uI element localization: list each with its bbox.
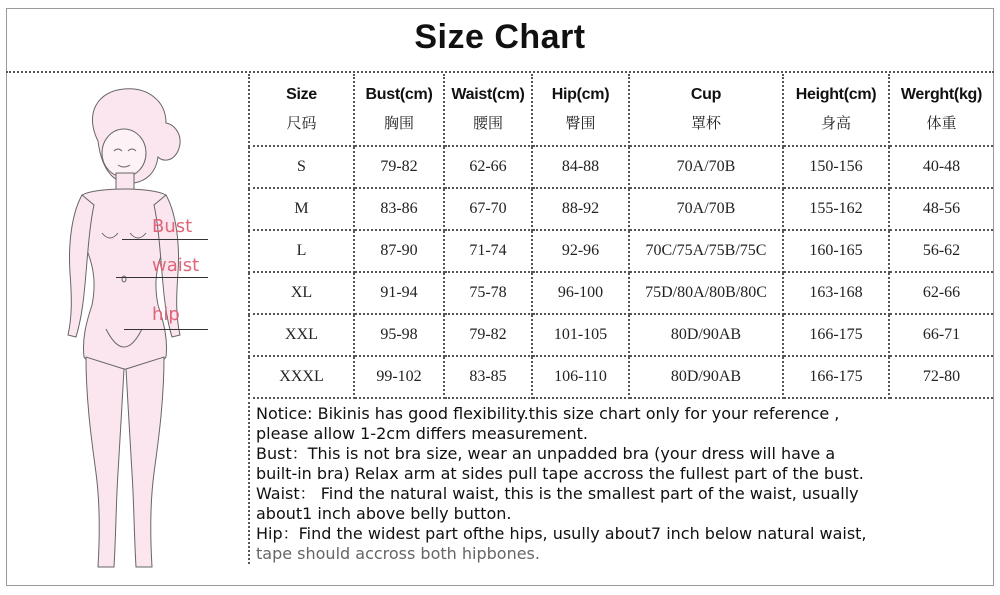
header-cell [444,74,532,146]
header-cell [889,74,993,146]
table-row [249,272,993,314]
header-cup: Cup [690,86,722,103]
table-cell: 79-82 [444,314,532,356]
hip-line [124,329,208,330]
table-cell: 84-88 [532,146,629,188]
table-cell: XXXL [249,356,354,398]
table-cell: 95-98 [354,314,444,356]
table-cell: 150-156 [783,146,889,188]
table-cell: 155-162 [783,188,889,230]
table-row [249,230,993,272]
waist-line [116,277,208,278]
hip-label: hip [152,304,180,325]
table-cell: L [249,230,354,272]
table-cell: 79-82 [354,146,444,188]
table-cell: 75-78 [444,272,532,314]
header-cell [629,74,783,146]
table-cell: 99-102 [354,356,444,398]
table-cell: 80D/90AB [629,314,783,356]
table-cell: 62-66 [444,146,532,188]
table-cell: 80D/90AB [629,356,783,398]
header-cell [249,74,354,146]
bust-label: Bust [152,216,193,237]
table-cell: 91-94 [354,272,444,314]
table-cell: 166-175 [783,314,889,356]
table-cell: 72-80 [889,356,993,398]
table-cell: 160-165 [783,230,889,272]
header-cell [783,74,889,146]
header-waist-zh: 腰围 [472,114,503,132]
size-table [248,74,993,399]
figure-panel [6,73,248,585]
page-title: Size Chart [414,18,586,56]
table-row [249,188,993,230]
table-cell: M [249,188,354,230]
header-cup-zh: 罩杯 [690,114,721,132]
note-line: tape should accross both hipbones. [256,544,540,563]
table-cell: 56-62 [889,230,993,272]
header-height: Height(cm) [795,86,877,103]
table-row [249,146,993,188]
table-row [249,314,993,356]
table-cell: 83-86 [354,188,444,230]
table-cell: XL [249,272,354,314]
table-row [249,356,993,398]
table-cell: 40-48 [889,146,993,188]
table-cell: 75D/80A/80B/80C [629,272,783,314]
table-cell: 88-92 [532,188,629,230]
table-cell: 48-56 [889,188,993,230]
note-line: Waist： Find the natural waist, this is the smallest part of the waist, usually [256,484,859,503]
table-cell: 106-110 [532,356,629,398]
header-weight-zh: 体重 [926,114,957,132]
table-cell: 70C/75A/75B/75C [629,230,783,272]
table-cell: 71-74 [444,230,532,272]
header-hip-zh: 臀围 [565,114,596,132]
header-bust-zh: 胸围 [383,114,414,132]
note-line: Notice: Bikinis has good flexibility.this size chart only for your reference , [256,404,840,423]
table-cell: 67-70 [444,188,532,230]
bust-line [122,239,208,240]
table-cell: 92-96 [532,230,629,272]
table-cell: 70A/70B [629,188,783,230]
header-size-zh: 尺码 [286,114,317,132]
table-cell: 163-168 [783,272,889,314]
table-cell: XXL [249,314,354,356]
table-cell: 83-85 [444,356,532,398]
note-line: Hip：Find the widest part ofthe hips, usully about7 inch below natural waist, [256,524,867,543]
note-line: please allow 1-2cm differs measurement. [256,424,588,443]
header-bust: Bust(cm) [365,86,433,103]
table-cell: 96-100 [532,272,629,314]
note-line: built-in bra) Relax arm at sides pull tape accross the fullest part of the bust. [256,464,864,483]
table-cell: 66-71 [889,314,993,356]
table-cell: 62-66 [889,272,993,314]
table-cell: 70A/70B [629,146,783,188]
waist-label: waist [152,255,200,276]
table-cell: S [249,146,354,188]
table-header-row [249,74,993,146]
table-cell: 166-175 [783,356,889,398]
header-weight: Werght(kg) [900,86,983,103]
header-hip: Hip(cm) [551,86,610,103]
size-notes [248,402,992,564]
table-cell: 101-105 [532,314,629,356]
table-cell: 87-90 [354,230,444,272]
header-size: Size [286,86,317,103]
note-line: Bust：This is not bra size, wear an unpadded bra (your dress will have a [256,444,836,463]
note-line: about1 inch above belly button. [256,504,512,523]
header-cell [532,74,629,146]
header-height-zh: 身高 [820,114,851,132]
header-cell [354,74,444,146]
header-waist: Waist(cm) [451,86,525,103]
